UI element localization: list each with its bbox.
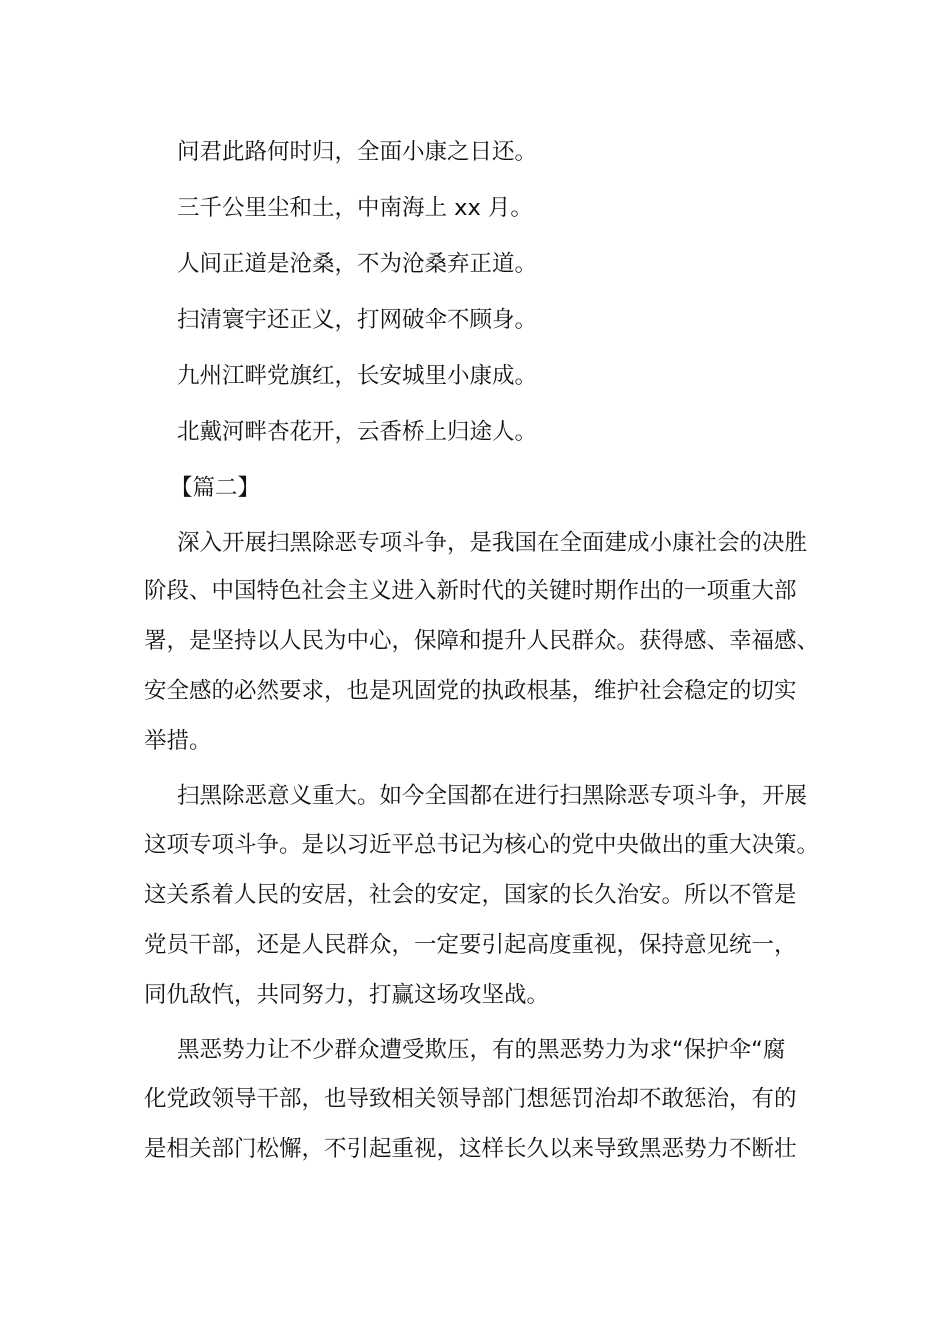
paragraph-line: 署，是坚持以人民为中心，保障和提升人民群众。获得感、幸福感、 [144,628,820,654]
paragraph-line: 阶段、中国特色社会主义进入新时代的关键时期作出的一项重大部 [144,578,797,604]
paragraph-line: 扫黑除恶意义重大。如今全国都在进行扫黑除恶专项斗争，开展 [177,783,808,809]
poem-line: 三千公里尘和土，中南海上 xx 月。 [177,195,533,221]
paragraph-line: 同仇敌忾，共同努力，打赢这场攻坚战。 [144,982,550,1008]
paragraph-line: 党员干部，还是人民群众，一定要引起高度重视，保持意见统一， [144,932,797,958]
paragraph-line: 安全感的必然要求，也是巩固党的执政根基，维护社会稳定的切实 [144,678,797,704]
paragraph-line: 举措。 [144,728,212,754]
poem-line: 问君此路何时归，全面小康之日还。 [177,139,538,165]
paragraph-line: 深入开展扫黑除恶专项斗争，是我国在全面建成小康社会的决胜 [177,530,808,556]
poem-line: 扫清寰宇还正义，打网破伞不顾身。 [177,307,538,333]
paragraph-line: 化党政领导干部，也导致相关领导部门想惩罚治却不敢惩治，有的 [144,1086,797,1112]
poem-line: 九州江畔党旗红，长安城里小康成。 [177,363,538,389]
section-title: 【篇二】 [170,475,261,501]
paragraph-line: 这关系着人民的安居，社会的安定，国家的长久治安。所以不管是 [144,882,797,908]
poem-line: 人间正道是沧桑，不为沧桑弃正道。 [177,251,538,277]
paragraph-line: 是相关部门松懈，不引起重视，这样长久以来导致黑恶势力不断壮 [144,1136,797,1162]
poem-line: 北戴河畔杏花开，云香桥上归途人。 [177,419,538,445]
paragraph-line: 这项专项斗争。是以习近平总书记为核心的党中央做出的重大决策。 [144,832,820,858]
paragraph-line: 黑恶势力让不少群众遭受欺压，有的黑恶势力为求“保护伞“腐 [177,1037,786,1063]
